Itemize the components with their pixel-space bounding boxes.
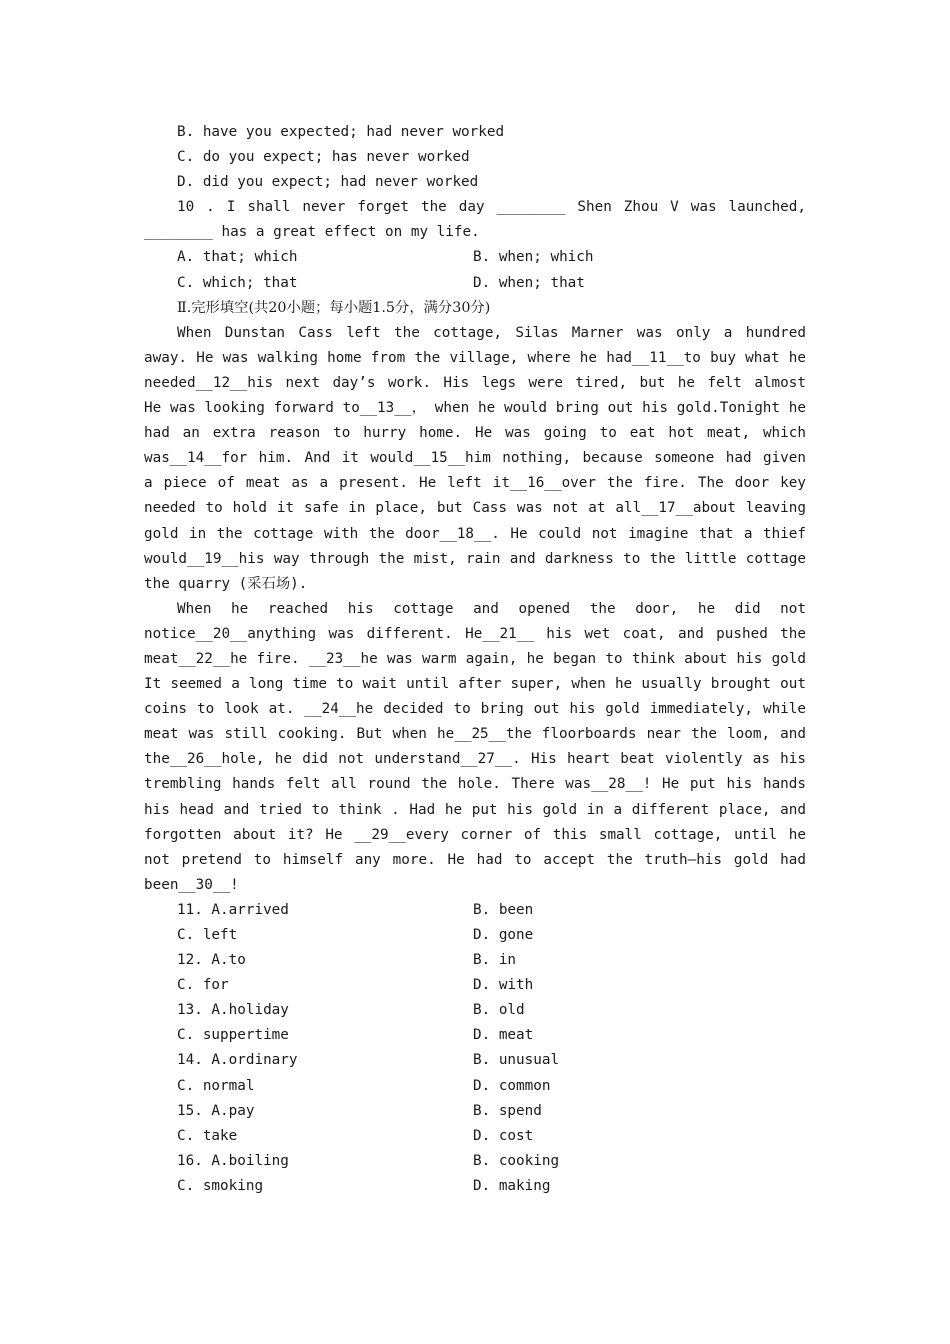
- answer-row: [144, 1124, 806, 1149]
- passage-line: been__30__!: [144, 876, 239, 893]
- option-right: B. in: [473, 952, 517, 969]
- passage-line: coins to look at. __24__he decided to bring out his gold immediately, while: [144, 701, 806, 718]
- q9-option-c: C. do you expect; has never worked: [177, 149, 470, 166]
- answer-row: [144, 998, 806, 1023]
- option-right: B. old: [473, 1002, 525, 1019]
- option-left: 15. A.pay: [177, 1102, 255, 1119]
- q10-stem-line1: 10 . I shall never forget the day ________ Shen Zhou V was launched,: [177, 199, 806, 216]
- q10-option-b: B. when; which: [473, 249, 594, 266]
- option-right: D. cost: [473, 1127, 534, 1144]
- answer-row: [144, 1174, 806, 1199]
- q9-option-d: D. did you expect; had never worked: [177, 174, 479, 191]
- passage-line: the__26__hole, he did not understand__27__. His heart beat violently as his: [144, 751, 806, 768]
- passage-line: needed__12__his next day’s work. His legs were tired, but he felt almost: [144, 374, 806, 391]
- option-right: B. been: [473, 901, 534, 918]
- option-right: B. unusual: [473, 1052, 560, 1069]
- option-left: C. smoking: [177, 1177, 264, 1194]
- section-title: Ⅱ.完形填空(共20小题；每小题1.5分，满分30分): [177, 299, 491, 316]
- answer-row: [144, 1149, 806, 1174]
- option-left: C. take: [177, 1127, 238, 1144]
- option-right: D. meat: [473, 1027, 534, 1044]
- passage-line: He was looking forward to__13__， when he would bring out his gold.Tonight he: [144, 400, 806, 417]
- option-left: 12. A.to: [177, 952, 246, 969]
- option-left: C. for: [177, 977, 229, 994]
- option-left: 11. A.arrived: [177, 901, 289, 918]
- q10-options-row2: [144, 271, 806, 296]
- passage-line: It seemed a long time to wait until after super, when he usually brought out: [144, 676, 806, 693]
- option-left: 16. A.boiling: [177, 1152, 289, 1169]
- passage-line: notice__20__anything was different. He__21__ his wet coat, and pushed the: [144, 625, 806, 642]
- answer-row: [144, 1099, 806, 1124]
- answer-row: [144, 973, 806, 998]
- answer-row: [144, 1048, 806, 1073]
- q9-option-b: B. have you expected; had never worked: [177, 124, 505, 140]
- option-right: B. cooking: [473, 1152, 560, 1169]
- answer-row: [144, 923, 806, 948]
- answer-row: [144, 898, 806, 923]
- q10-stem-line2: ________ has a great effect on my life.: [144, 224, 480, 241]
- document-page: [144, 120, 806, 1199]
- passage-line: meat was still cooking. But when he__25__the floorboards near the loom, and: [144, 726, 806, 743]
- passage-line: forgotten about it? He __29__every corner of this small cottage, until he: [144, 826, 806, 843]
- passage-line: meat__22__he fire. __23__he was warm again, he began to think about his gold: [144, 650, 806, 667]
- passage-line: would__19__his way through the mist, rain and darkness to the little cottage: [144, 550, 806, 567]
- passage-line: his head and tried to think . Had he put his gold in a different place, and: [144, 801, 806, 818]
- passage-line: a piece of meat as a present. He left it__16__over the fire. The door key: [144, 475, 806, 492]
- passage-line: When Dunstan Cass left the cottage, Silas Marner was only a hundred: [177, 324, 806, 341]
- option-right: D. with: [473, 977, 534, 994]
- answer-options: [144, 898, 806, 1199]
- option-right: D. common: [473, 1077, 551, 1094]
- answer-row: [144, 1074, 806, 1099]
- passage-line: the quarry (采石场).: [144, 575, 308, 592]
- option-right: D. gone: [473, 927, 534, 943]
- q10-option-d: D. when; that: [473, 274, 585, 291]
- option-left: C. left: [177, 927, 238, 943]
- passage-paragraph-2: [144, 597, 806, 898]
- passage-line: was__14__for him. And it would__15__him nothing, because someone had given: [144, 450, 806, 467]
- option-left: C. normal: [177, 1077, 255, 1094]
- q10-option-c: C. which; that: [177, 274, 298, 291]
- passage-line: gold in the cottage with the door__18__. He could not imagine that a thief: [144, 525, 806, 542]
- q10-option-a: A. that; which: [177, 249, 298, 266]
- option-left: 13. A.holiday: [177, 1002, 289, 1019]
- passage-line: had an extra reason to hurry home. He was going to eat hot meat, which: [144, 425, 806, 442]
- q10-options-row1: [144, 245, 806, 270]
- option-left: C. suppertime: [177, 1027, 289, 1044]
- passage-line: When he reached his cottage and opened the door, he did not: [177, 600, 806, 617]
- option-right: B. spend: [473, 1102, 542, 1119]
- answer-row: [144, 948, 806, 973]
- option-right: D. making: [473, 1177, 551, 1194]
- passage-line: needed to hold it safe in place, but Cass was not at all__17__about leaving: [144, 500, 806, 517]
- passage-line: not pretend to himself any more. He had to accept the truth—his gold had: [144, 851, 806, 868]
- passage-line: away. He was walking home from the village, where he had__11__to buy what he: [144, 349, 806, 366]
- option-left: 14. A.ordinary: [177, 1052, 298, 1069]
- passage-line: trembling hands felt all round the hole. There was__28__! He put his hands: [144, 776, 806, 793]
- passage-paragraph-1: [144, 321, 806, 597]
- answer-row: [144, 1023, 806, 1048]
